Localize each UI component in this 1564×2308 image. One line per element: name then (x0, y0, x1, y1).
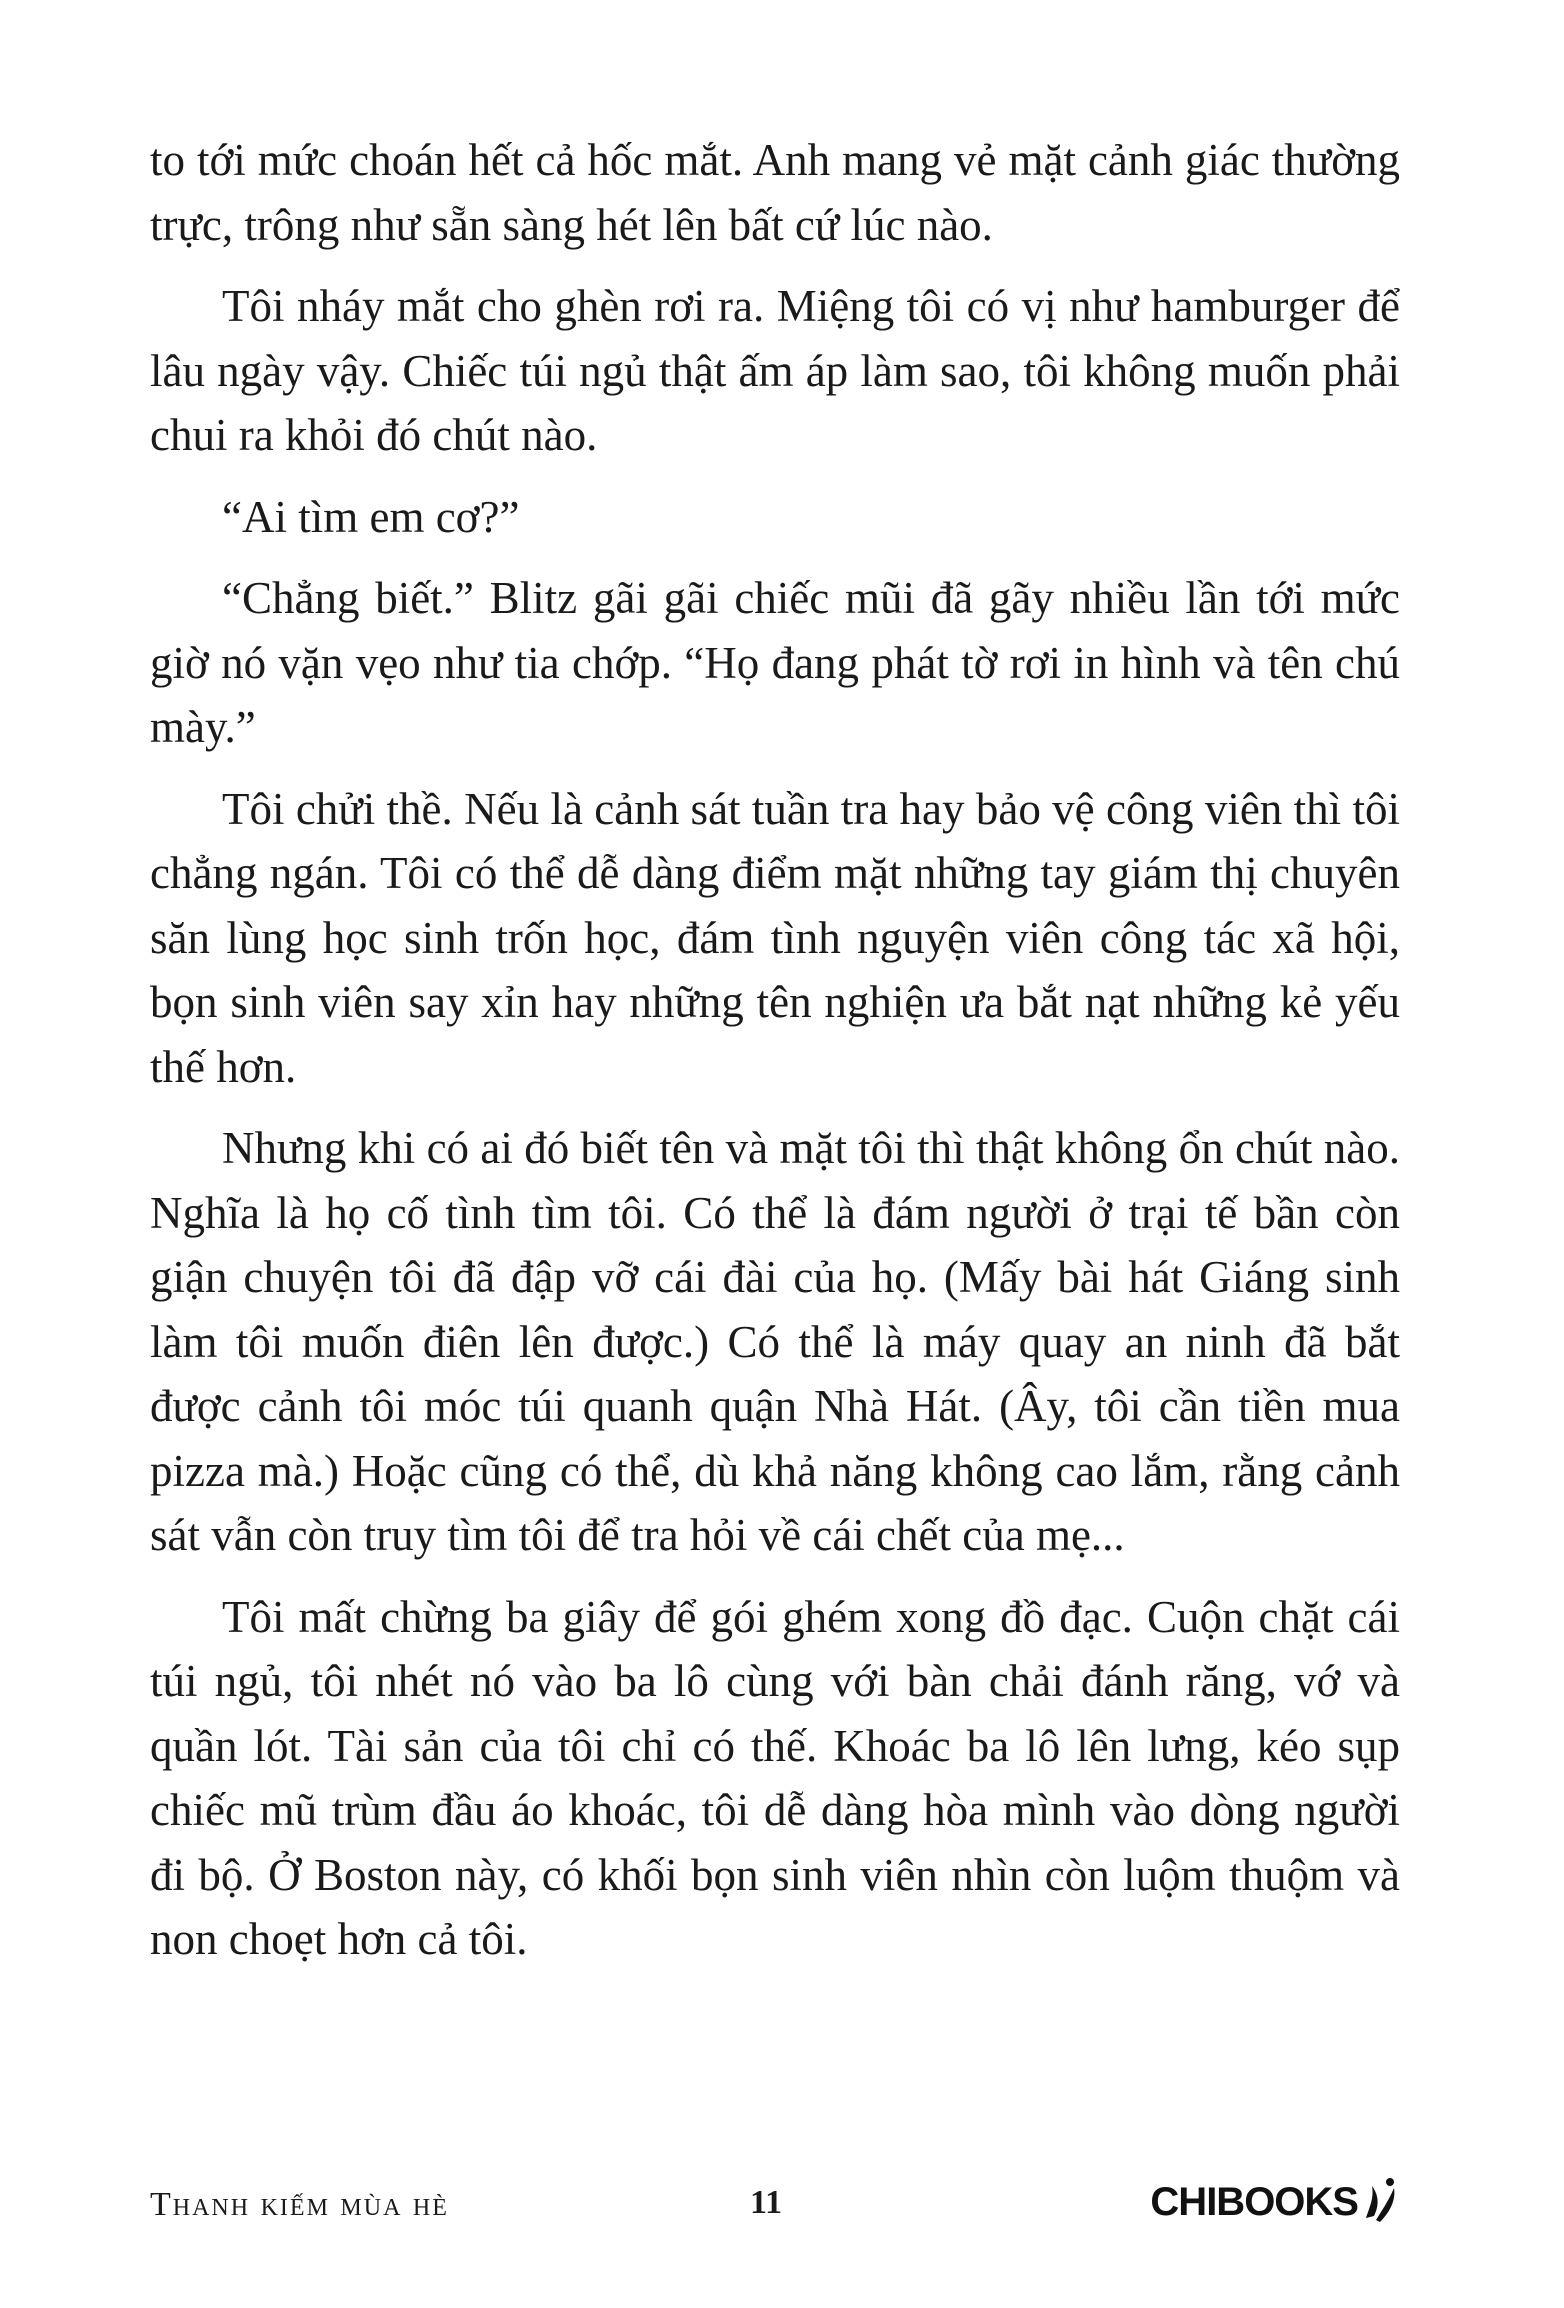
body-text (150, 128, 1400, 1989)
paragraph: “Chẳng biết.” Blitz gãi gãi chiếc mũi đã gãy nhiều lần tới mức giờ nó vặn vẹo như tia chớp. “Họ đang phát tờ rơi in hình và tên chú mày.” (150, 573, 1400, 752)
publisher-logo (1150, 2176, 1400, 2228)
page-footer (150, 2176, 1400, 2236)
paragraph: Nhưng khi có ai đó biết tên và mặt tôi thì thật không ổn chút nào. Nghĩa là họ cố tình tìm tôi. Có thể là đám người ở trại tế bần còn giận chuyện tôi đã đập vỡ cái đài của họ. (Mấy bài hát Giáng sinh làm tôi muốn điên lên được.) Có thể là máy quay an ninh đã bắt được cảnh tôi móc túi quanh quận Nhà Hát. (Ây, tôi cần tiền mua pizza mà.) Hoặc cũng có thể, dù khả năng không cao lắm, rằng cảnh sát vẫn còn truy tìm tôi để tra hỏi về cái chết của mẹ... (150, 1123, 1400, 1560)
book-title: Thanh kiếm mùa hè (150, 2186, 449, 2223)
paragraph: Tôi nháy mắt cho ghèn rơi ra. Miệng tôi có vị như hamburger để lâu ngày vậy. Chiếc túi ngủ thật ấm áp làm sao, tôi không muốn phải chui ra khỏi đó chút nào. (150, 281, 1400, 460)
paragraph: Tôi chửi thề. Nếu là cảnh sát tuần tra hay bảo vệ công viên thì tôi chẳng ngán. Tôi có thể dễ dàng điểm mặt những tay giám thị chuyên săn lùng học sinh trốn học, đám tình nguyện viên công tác xã hội, bọn sinh viên say xỉn hay những tên nghiện ưa bắt nạt những kẻ yếu thế hơn. (150, 783, 1400, 1092)
paragraph: Tôi mất chừng ba giây để gói ghém xong đồ đạc. Cuộn chặt cái túi ngủ, tôi nhét nó vào ba lô cùng với bàn chải đánh răng, vớ và quần lót. Tài sản của tôi chỉ có thế. Khoác ba lô lên lưng, kéo sụp chiếc mũ trùm đầu áo khoác, tôi dễ dàng hòa mình vào dòng người đi bộ. Ở Boston này, có khối bọn sinh viên nhìn còn luộm thuộm và non choẹt hơn cả tôi. (150, 1591, 1400, 1964)
paragraph: to tới mức choán hết cả hốc mắt. Anh mang vẻ mặt cảnh giác thường trực, trông như sẵn sàng hét lên bất cứ lúc nào. (150, 135, 1400, 250)
page-number: 11 (750, 2184, 783, 2221)
publisher-name: CHIBOOKS (1150, 2180, 1358, 2224)
leaf-figure-icon (1360, 2176, 1400, 2228)
paragraph: “Ai tìm em cơ?” (222, 491, 520, 542)
